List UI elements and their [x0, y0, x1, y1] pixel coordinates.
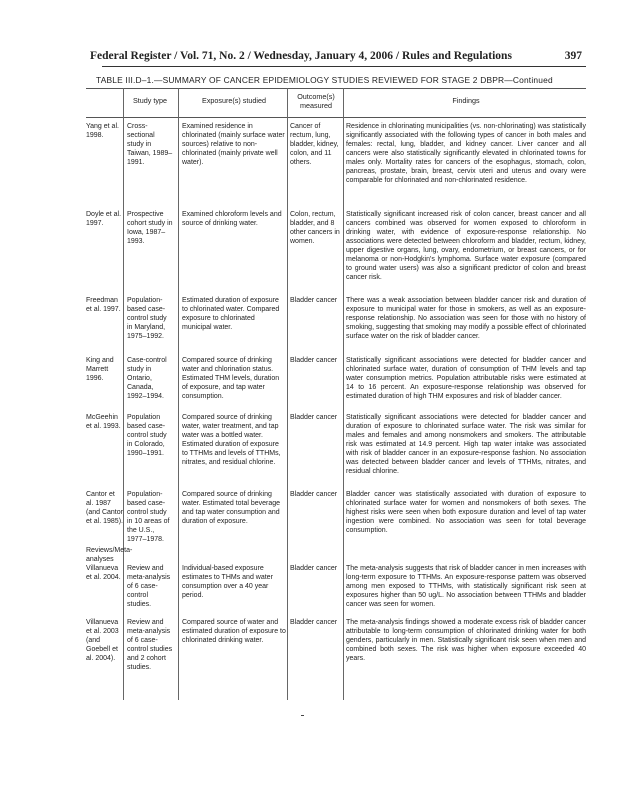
page-number: 397	[564, 50, 582, 62]
row-findings: Bladder cancer was statistically associated with duration of exposure to chlorinated surface water for women and nonsmokers of both sexes. The highest risks were seen when both exposure duration and level of tap water ingestion were combined. No association was seen for total beverage consumption.	[346, 491, 586, 534]
row-exposure: Compared source of drinking water, water treatment, and tap water was a bottled water. Estimated duration of exposure to TTHMs and levels of TTHMs, nitrates, and residual chlorine.	[182, 414, 281, 466]
row-reference: Yang et al. 1998.	[86, 123, 119, 139]
row-study-type: Cross-sectional study in Taiwan, 1989–1991.	[127, 123, 173, 166]
row-study-type: Prospective cohort study in Iowa, 1987–1993.	[127, 211, 173, 245]
row-exposure: Examined chloroform levels and source of drinking water.	[182, 211, 282, 227]
row-study-type: Population based case-control study in Colorado, 1990–1991.	[127, 414, 167, 457]
row-outcome: Cancer of rectum, lung, bladder, kidney, colon, and 11 others.	[290, 123, 339, 166]
row-exposure: Individual-based exposure estimates to THMs and water consumption over a 40 year period.	[182, 565, 273, 599]
row-outcome: Colon, rectum, bladder, and 8 other cancers in women.	[290, 211, 340, 245]
table-row	[86, 296, 586, 356]
column-headers	[86, 89, 586, 117]
row-exposure: Compared source of drinking water and chlorination status. Estimated THM levels, duration of exposure, and tap water consumption.	[182, 357, 280, 400]
table-row	[86, 490, 586, 544]
table-row	[86, 564, 586, 616]
table-title: TABLE III.D–1.—SUMMARY OF CANCER EPIDEMIOLOGY STUDIES REVIEWED FOR STAGE 2 DBPR—Continued	[96, 75, 553, 85]
row-reference: Freedman et al. 1997.	[86, 297, 121, 313]
table-row	[86, 618, 586, 698]
row-study-type: Population-based case-control study in Maryland, 1975–1992.	[127, 297, 167, 340]
col-study-type: Study type	[133, 96, 167, 105]
row-exposure: Compared source of drinking water. Estimated total beverage and tap water consumption and duration of exposure.	[182, 491, 281, 525]
row-exposure: Examined residence in chlorinated (mainly surface water sources) relative to non-chlorinated (mainly private well water).	[182, 123, 285, 166]
header-bottom-rule	[86, 117, 586, 118]
row-reference: Villanueva et al. 2003 (and Goebell et al. 2004).	[86, 619, 119, 662]
header-rule	[102, 66, 586, 67]
row-reference: Doyle et al. 1997.	[86, 211, 122, 227]
row-study-type: Population-based case-control study in 10 areas of the U.S., 1977–1978.	[127, 491, 170, 543]
row-outcome: Bladder cancer	[290, 491, 338, 498]
row-study-type: Review and meta-analysis of 6 case-control studies.	[127, 565, 171, 608]
section-label: Reviews/Meta-analyses	[86, 547, 133, 563]
row-reference: Villanueva et al. 2004.	[86, 565, 121, 581]
table-row	[86, 122, 586, 202]
row-outcome: Bladder cancer	[290, 297, 338, 304]
row-exposure: Estimated duration of exposure to chlorinated water. Compared exposure to chlorinated municipal water.	[182, 297, 280, 331]
row-findings: The meta-analysis suggests that risk of bladder cancer in men increases with long-term exposure to TTHMs. An exposure-response pattern was observed among men exposed to TTHMs, with statistically significant risk seen at exposures higher than 50 ug/L. No association between TTHMs and bladder cancer was seen for women.	[346, 565, 586, 608]
table-row	[86, 413, 586, 487]
row-findings: Residence in chlorinating municipalities (vs. non-chlorinating) was statistically significantly associated with the following types of cancer in both males and females: rectal, lung, bladder, and kidney cancer. Liver cancer and all cancers were also statistically significantly elevated in chlorinated towns for males only. Mortality rates for cancers of the esophagus, stomach, colon, pancreas, prostate, brain, breast, cervix uteri and uterus and ovary were comparable for chlorinated and non-chlorinated residence.	[346, 123, 586, 184]
row-exposure: Compared source of water and estimated duration of exposure to chlorinated drinking water.	[182, 619, 286, 644]
row-findings: Statistically significant associations were detected for bladder cancer and chlorinated surface water, duration of consumption of THM levels and tap water consumption metrics. Population attributable risks were estimated at 14 to 16 percent. An exposure-response relationship was observed for estimated duration of high THM exposures and risk of bladder cancer.	[346, 357, 586, 400]
row-outcome: Bladder cancer	[290, 357, 338, 364]
table-row	[86, 210, 586, 290]
col-outcome: Outcome(s) measured	[297, 92, 335, 110]
col-findings: Findings	[452, 96, 480, 105]
row-reference: King and Marrett 1996.	[86, 357, 114, 382]
row-outcome: Bladder cancer	[290, 565, 338, 572]
row-findings: Statistically significant increased risk of colon cancer, breast cancer and all cancers combined was observed for women exposed to chloroform in drinking water, with evidence of exposure-response relationship. No associations were detected between chloroform and bladder, rectum, kidney, upper digestive organs, lung, ovary, endometrium, or breast cancers, or for melanoma or non-Hodgkin's lymphoma. Surface water exposure (compared to ground water users) was also a significant predictor of colon and breast cancer risk.	[346, 211, 586, 281]
row-study-type: Case-control study in Ontario, Canada, 1992–1994.	[127, 357, 167, 400]
row-findings: The meta-analysis findings showed a moderate excess risk of bladder cancer attributable to long-term consumption of chlorinated drinking water for both genders, particularly in men. Statistically significant risk seen when men and combined both sexes. The risk was higher when exposure exceeded 40 years.	[346, 619, 586, 662]
page-header	[40, 50, 582, 64]
col-exposure: Exposure(s) studied	[202, 96, 266, 105]
row-findings: Statistically significant associations were detected for bladder cancer and duration of exposure to chlorinated surface water. The risk was similar for males and females and among nonsmokers and smokers. The attributable risk was estimated at 14.9 percent. High tap water intake was associated with risk of bladder cancer in an exposure-response fashion. No association was detected between bladder cancer and levels of TTHMs, nitrates, and residual chlorine.	[346, 414, 586, 475]
row-reference: Cantor et al. 1987 (and Cantor et al. 1985).	[86, 491, 123, 525]
footer-mark	[301, 715, 304, 716]
row-study-type: Review and meta-analysis of 6 case-control studies and 2 cohort studies.	[127, 619, 173, 671]
row-reference: McGeehin et al. 1993.	[86, 414, 121, 430]
table-row	[86, 356, 586, 412]
row-outcome: Bladder cancer	[290, 619, 338, 626]
row-findings: There was a weak association between bladder cancer risk and duration of exposure to municipal water for those in smokers, as well as an exposure-response relationship. No association was seen for those with no history of smoking, suggesting that smoking may modify a possible effect of chlorinated surface water on the risk of bladder cancer.	[346, 297, 586, 340]
running-head: Federal Register / Vol. 71, No. 2 / Wednesday, January 4, 2006 / Rules and Regulations	[90, 50, 512, 62]
row-outcome: Bladder cancer	[290, 414, 338, 421]
